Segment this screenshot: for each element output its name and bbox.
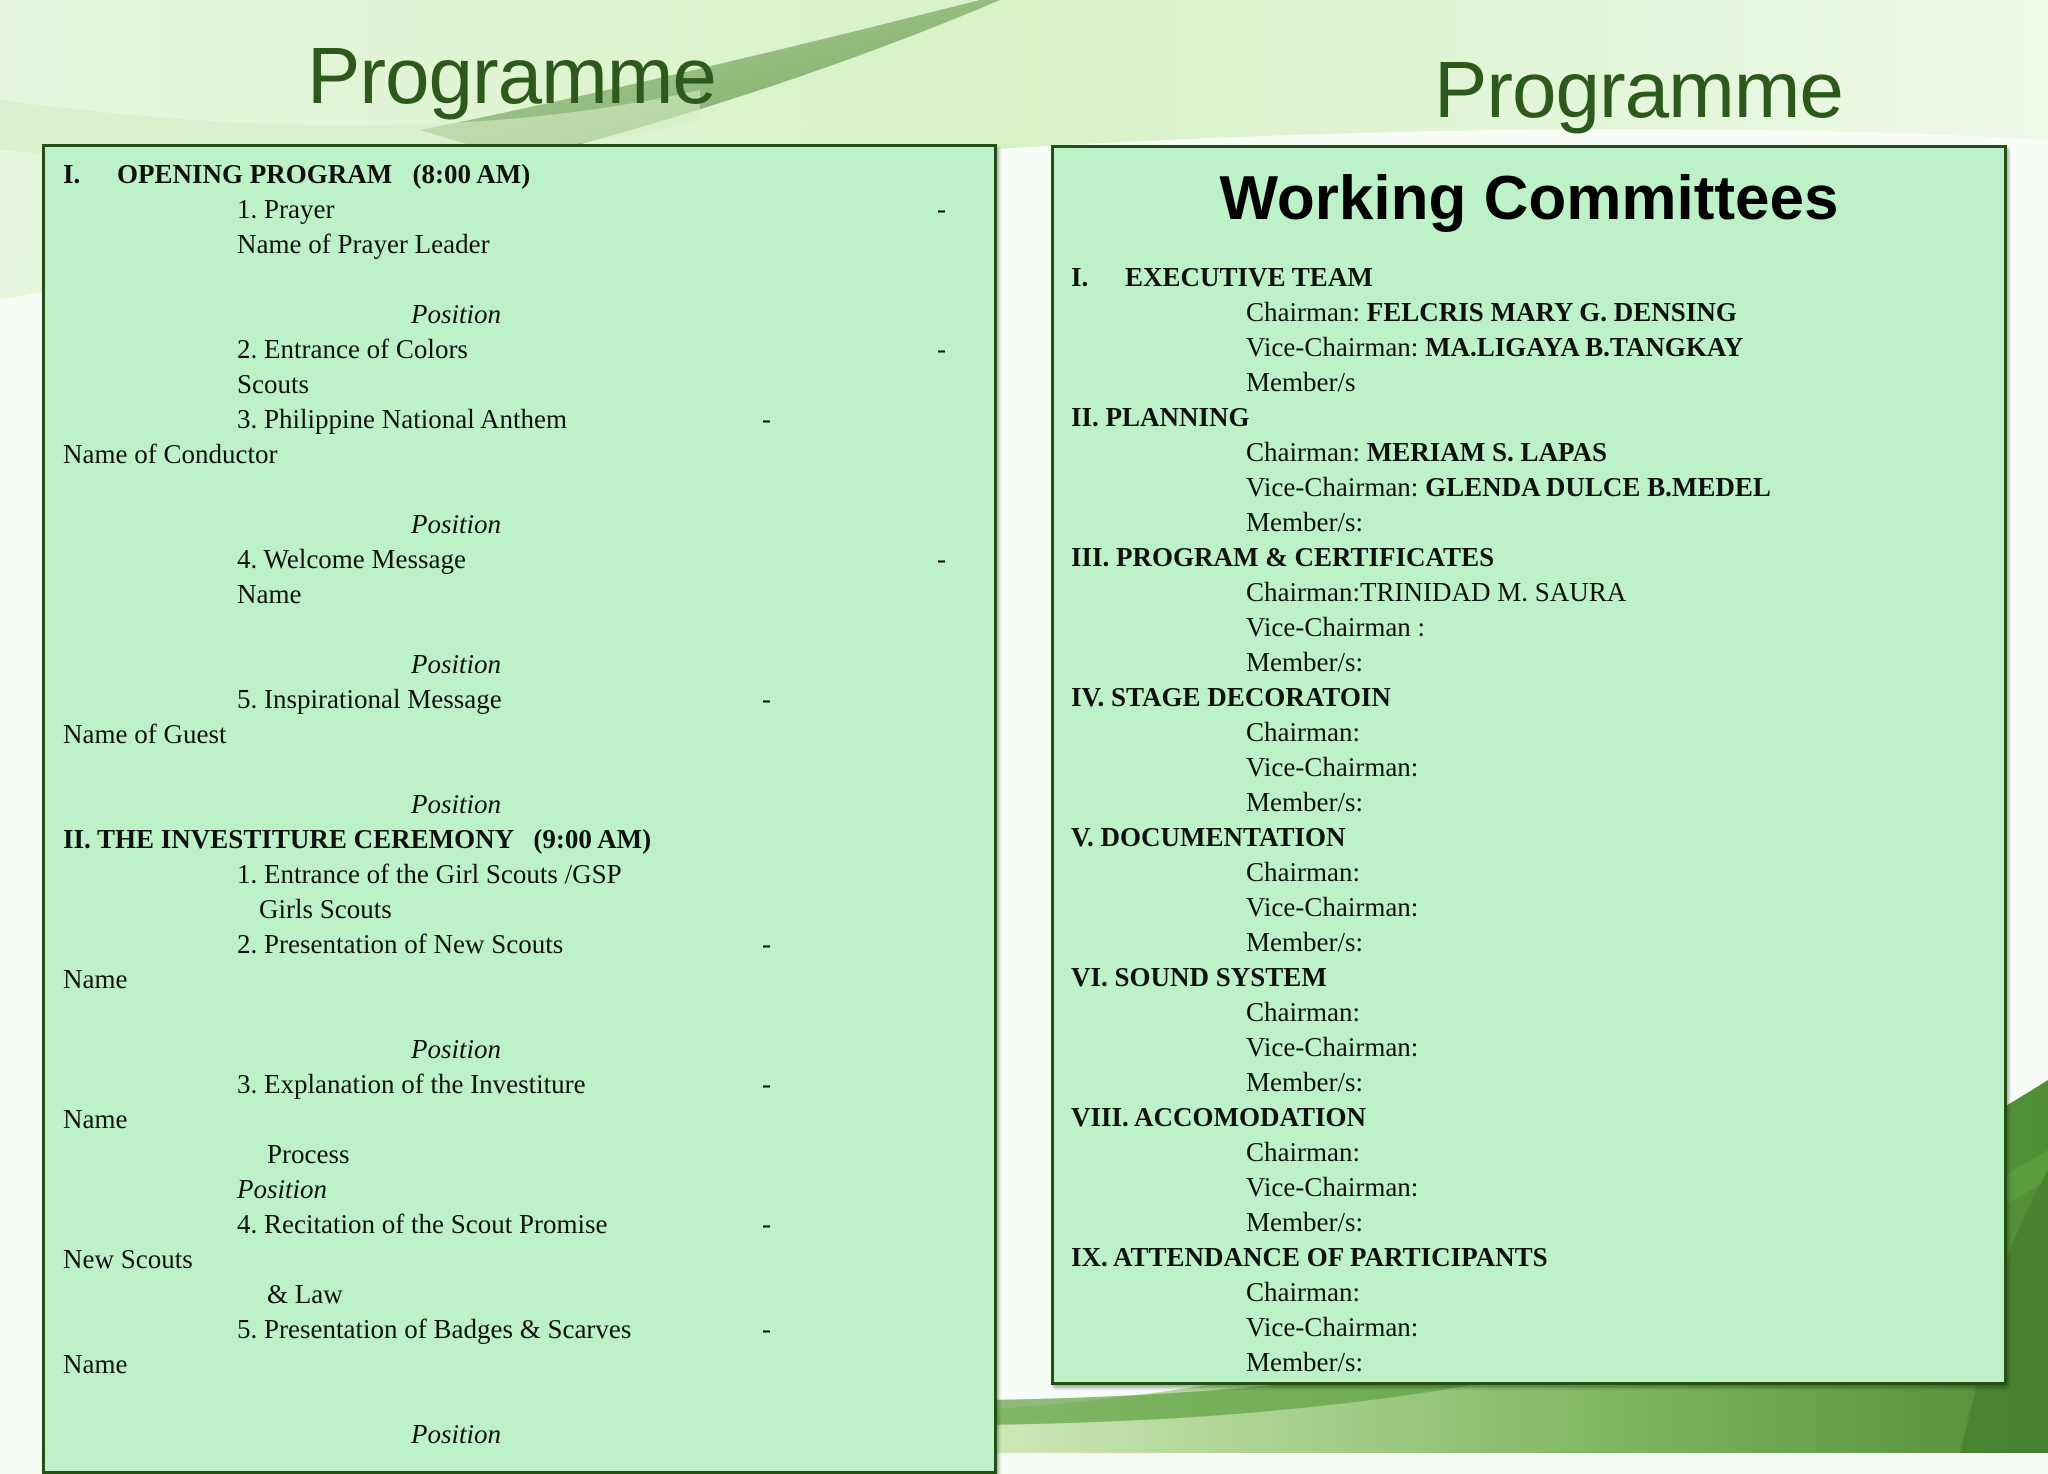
committee-role-row [1246, 1275, 1360, 1309]
role-label: Member/s [1246, 367, 1356, 397]
program-line: Position [411, 1419, 502, 1449]
committee-role-row [1246, 435, 1607, 469]
left-page-title: Programme [307, 31, 716, 120]
opening-program-panel [42, 144, 997, 1474]
role-label: Vice-Chairman : [1246, 612, 1426, 642]
committee-heading: II. PLANNING [1071, 402, 1250, 432]
program-line: Name [237, 579, 302, 609]
program-line: 4. Recitation of the Scout Promise [237, 1209, 608, 1239]
committee-heading: V. DOCUMENTATION [1071, 822, 1346, 852]
committee-number: I. [1071, 262, 1089, 292]
program-line: Name [63, 964, 128, 994]
dash-separator: - [762, 1069, 771, 1099]
committee-heading: IV. STAGE DECORATOIN [1071, 682, 1391, 712]
role-assignee: GLENDA DULCE B.MEDEL [1425, 472, 1771, 502]
committee-heading: EXECUTIVE TEAM [1125, 262, 1373, 292]
role-assignee: MA.LIGAYA B.TANGKAY [1425, 332, 1744, 362]
program-line: Position [411, 299, 502, 329]
program-line: Name [63, 1104, 128, 1134]
role-assignee: TRINIDAD M. SAURA [1359, 577, 1627, 607]
committee-role-row [1246, 470, 1771, 504]
committee-role-row [1246, 575, 1626, 609]
role-label: Vice-Chairman: [1246, 332, 1426, 362]
committee-role-row [1246, 610, 1425, 644]
program-line: 2. Entrance of Colors [237, 334, 468, 364]
committee-role-row [1246, 1170, 1418, 1204]
role-label: Chairman: [1246, 437, 1367, 467]
program-line: 3. Explanation of the Investiture [237, 1069, 586, 1099]
committee-role-row [1246, 1135, 1360, 1169]
committee-role-row [1246, 1205, 1363, 1239]
committee-role-row [1246, 855, 1360, 889]
program-line: 1. Prayer [237, 194, 335, 224]
role-label: Member/s: [1246, 927, 1363, 957]
role-label: Vice-Chairman: [1246, 892, 1419, 922]
program-line: & Law [267, 1279, 343, 1309]
section-heading: I. [63, 159, 81, 189]
committee-role-row [1246, 995, 1360, 1029]
committee-role-row [1246, 505, 1363, 539]
section-heading: II. THE INVESTITURE CEREMONY (9:00 AM) [63, 824, 652, 854]
program-line: Name of Conductor [63, 439, 278, 469]
role-label: Vice-Chairman: [1246, 752, 1419, 782]
dash-separator: - [762, 929, 771, 959]
program-line: Name of Prayer Leader [237, 229, 490, 259]
committee-heading: VI. SOUND SYSTEM [1071, 962, 1327, 992]
section-heading: OPENING PROGRAM (8:00 AM) [117, 159, 531, 189]
role-label: Member/s: [1246, 1347, 1363, 1377]
role-label: Chairman: [1246, 997, 1360, 1027]
role-label: Member/s: [1246, 507, 1363, 537]
committee-role-row [1246, 1345, 1363, 1379]
dash-separator: - [937, 544, 946, 574]
role-assignee: MERIAM S. LAPAS [1366, 437, 1607, 467]
dash-separator: - [937, 194, 946, 224]
dash-separator: - [762, 1209, 771, 1239]
program-line: 5. Inspirational Message [237, 684, 502, 714]
committee-heading: III. PROGRAM & CERTIFICATES [1071, 542, 1495, 572]
committee-role-row [1246, 1030, 1418, 1064]
role-label: Chairman: [1246, 577, 1360, 607]
role-label: Chairman: [1246, 1277, 1360, 1307]
committee-role-row [1246, 715, 1360, 749]
program-line: Position [411, 789, 502, 819]
role-label: Chairman: [1246, 717, 1360, 747]
program-line: Process [267, 1139, 350, 1169]
working-committees-panel [1051, 145, 2007, 1385]
program-line: 1. Entrance of the Girl Scouts /GSP [237, 859, 622, 889]
dash-separator: - [762, 684, 771, 714]
program-line: Scouts [237, 369, 310, 399]
committee-role-row [1246, 1065, 1363, 1099]
committee-role-row [1246, 365, 1355, 399]
working-committees-heading: Working Committees [1219, 164, 1839, 233]
role-label: Chairman: [1246, 857, 1360, 887]
program-line: 4. Welcome Message [237, 544, 467, 574]
program-line: Position [411, 509, 502, 539]
program-line: 5. Presentation of Badges & Scarves [237, 1314, 632, 1344]
role-label: Member/s: [1246, 1067, 1363, 1097]
role-label: Chairman: [1246, 297, 1367, 327]
dash-separator: - [762, 404, 771, 434]
program-line: Position [237, 1174, 328, 1204]
role-label: Vice-Chairman: [1246, 1312, 1419, 1342]
role-assignee: FELCRIS MARY G. DENSING [1366, 297, 1737, 327]
program-line: Position [411, 649, 502, 679]
role-label: Member/s: [1246, 647, 1363, 677]
role-label: Vice-Chairman: [1246, 472, 1426, 502]
role-label: Member/s: [1246, 787, 1363, 817]
program-line: Name of Guest [63, 719, 227, 749]
committee-heading: IX. ATTENDANCE OF PARTICIPANTS [1071, 1242, 1548, 1272]
right-page-title: Programme [1434, 45, 1843, 134]
role-label: Member/s: [1246, 1207, 1363, 1237]
program-line: Position [411, 1034, 502, 1064]
role-label: Vice-Chairman: [1246, 1032, 1419, 1062]
role-label: Chairman: [1246, 1137, 1360, 1167]
committee-role-row [1246, 1310, 1418, 1344]
dash-separator: - [762, 1314, 771, 1344]
program-line: New Scouts [63, 1244, 193, 1274]
committee-role-row [1246, 785, 1363, 819]
program-line: 2. Presentation of New Scouts [237, 929, 564, 959]
role-label: Vice-Chairman: [1246, 1172, 1419, 1202]
committee-role-row [1246, 890, 1418, 924]
committee-role-row [1246, 925, 1363, 959]
dash-separator: - [937, 334, 946, 364]
program-line: 3. Philippine National Anthem [237, 404, 567, 434]
committee-heading: VIII. ACCOMODATION [1071, 1102, 1367, 1132]
committee-role-row [1246, 750, 1418, 784]
committee-role-row [1246, 295, 1737, 329]
program-line: Girls Scouts [259, 894, 392, 924]
committee-role-row [1246, 645, 1363, 679]
committee-role-row [1246, 330, 1743, 364]
program-line: Name [63, 1349, 128, 1379]
